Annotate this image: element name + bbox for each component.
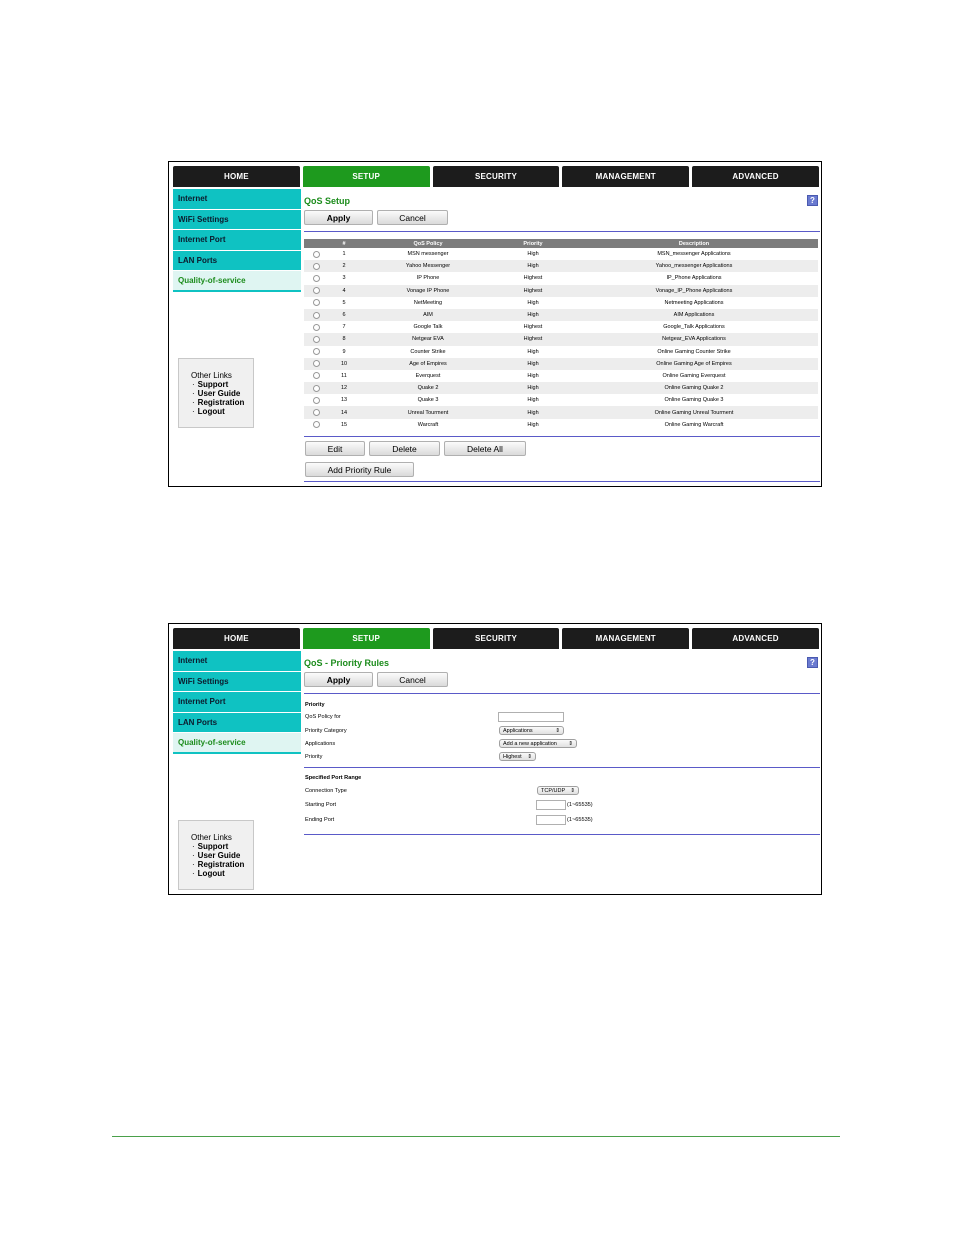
divider	[304, 767, 820, 768]
qos-policy-table	[304, 239, 818, 431]
row-number: 6	[328, 309, 360, 321]
page-title: QoS - Priority Rules	[304, 658, 390, 668]
delete-all-button[interactable]: Delete All	[444, 441, 526, 456]
row-number: 13	[340, 397, 348, 404]
priority-category-select[interactable]	[499, 726, 564, 735]
sidebar-item-internet[interactable]: Internet	[173, 189, 301, 210]
row-priority: Highest	[523, 275, 543, 282]
page-footer-rule	[112, 1136, 840, 1137]
table-row	[304, 248, 818, 260]
row-description: Online Gaming Age of Empires	[570, 358, 818, 370]
priority-label: Priority	[305, 754, 323, 760]
qos-policy-for-label: QoS Policy for	[305, 714, 341, 720]
row-policy: NetMeeting	[413, 299, 443, 306]
row-radio[interactable]	[313, 421, 320, 428]
row-policy: Netgear EVA	[360, 333, 496, 345]
row-radio[interactable]	[313, 409, 320, 416]
row-policy: Everquest	[415, 372, 441, 379]
row-radio[interactable]	[313, 263, 320, 270]
help-icon[interactable]: ?	[807, 195, 818, 206]
support-link[interactable]: · Support	[191, 842, 253, 851]
tab-setup[interactable]: SETUP	[303, 628, 430, 649]
table-row	[304, 370, 818, 382]
row-number: 9	[342, 348, 346, 355]
select-arrows-icon: ⇕	[527, 753, 532, 760]
row-description: Online Gaming Everquest	[662, 372, 726, 379]
apply-button[interactable]: Apply	[304, 210, 373, 225]
starting-port-label: Starting Port	[305, 802, 337, 808]
qos-priority-rules-screenshot	[168, 623, 822, 895]
divider	[304, 693, 820, 694]
table-row	[304, 272, 818, 284]
table-row	[304, 406, 818, 418]
row-radio[interactable]	[313, 324, 320, 331]
cancel-button[interactable]: Cancel	[377, 210, 448, 225]
priority-select[interactable]	[499, 752, 536, 761]
row-radio[interactable]	[313, 299, 320, 306]
qos-policy-column-header: QoS Policy	[360, 239, 496, 248]
sidebar	[173, 651, 301, 754]
tab-security[interactable]: SECURITY	[433, 628, 560, 649]
row-description: MSN_messenger Applications	[657, 251, 731, 258]
divider	[304, 834, 820, 835]
row-priority: High	[496, 382, 570, 394]
row-policy: Vonage IP Phone	[360, 285, 496, 297]
row-description: Online Gaming Warcraft	[664, 421, 724, 428]
row-radio[interactable]	[313, 360, 320, 367]
row-priority: Highest	[523, 324, 543, 331]
row-policy: Warcraft	[417, 421, 439, 428]
row-description: Google_Talk Applications	[663, 324, 725, 331]
page-title: QoS Setup	[304, 196, 351, 206]
row-description: Netgear_EVA Applications	[570, 333, 818, 345]
user-guide-link[interactable]: · User Guide	[191, 851, 253, 860]
port-range-heading: Specified Port Range	[305, 775, 362, 781]
table-row	[304, 321, 818, 333]
row-priority: Highest	[496, 285, 570, 297]
ending-port-label: Ending Port	[305, 817, 335, 823]
sidebar-item-quality-of-service[interactable]: Quality-of-service	[173, 733, 301, 754]
row-description: IP_Phone Applications	[666, 275, 722, 282]
row-number: 3	[342, 275, 346, 282]
connection-type-select[interactable]	[537, 786, 579, 795]
tab-management[interactable]: MANAGEMENT	[562, 166, 689, 187]
table-row	[304, 346, 818, 358]
row-policy: IP Phone	[416, 275, 440, 282]
tab-home[interactable]: HOME	[173, 166, 300, 187]
select-arrows-icon: ⇕	[568, 740, 573, 747]
qos-setup-screenshot	[168, 161, 822, 487]
row-number: 1	[342, 251, 346, 258]
row-policy: Yahoo Messenger	[360, 260, 496, 272]
row-radio[interactable]	[313, 397, 320, 404]
row-description: Online Gaming Quake 3	[664, 397, 724, 404]
other-links-box	[178, 358, 254, 428]
table-row	[304, 333, 818, 345]
row-policy: AIM	[360, 309, 496, 321]
row-priority: High	[496, 358, 570, 370]
description-column-header: Description	[570, 239, 818, 248]
select-arrows-icon: ⇕	[570, 787, 575, 794]
row-number: 4	[328, 285, 360, 297]
table-row	[304, 394, 818, 406]
logout-link[interactable]: · Logout	[191, 869, 253, 878]
row-radio[interactable]	[313, 312, 320, 319]
row-priority: High	[496, 260, 570, 272]
table-header-row	[304, 239, 818, 248]
sidebar-item-internet-port[interactable]: Internet Port	[173, 230, 301, 251]
tab-advanced[interactable]: ADVANCED	[692, 628, 819, 649]
row-priority: High	[527, 348, 539, 355]
edit-button[interactable]: Edit	[305, 441, 365, 456]
top-nav	[173, 166, 819, 187]
divider	[304, 481, 820, 482]
starting-port-input[interactable]	[536, 800, 566, 810]
sidebar-item-lan-ports[interactable]: LAN Ports	[173, 713, 301, 734]
help-icon[interactable]: ?	[807, 657, 818, 668]
tab-advanced[interactable]: ADVANCED	[692, 166, 819, 187]
row-number: 8	[328, 333, 360, 345]
row-policy: Unreal Tourment	[360, 406, 496, 418]
row-radio[interactable]	[313, 348, 320, 355]
sidebar	[173, 189, 301, 292]
add-priority-rule-button[interactable]: Add Priority Rule	[305, 462, 414, 477]
table-row	[304, 382, 818, 394]
row-policy: MSN messenger	[407, 251, 449, 258]
row-policy: Quake 2	[360, 382, 496, 394]
select-column-header	[304, 239, 328, 248]
row-priority: Highest	[496, 333, 570, 345]
priority-category-value: Applications	[503, 727, 533, 734]
row-number: 2	[328, 260, 360, 272]
row-priority: High	[527, 372, 539, 379]
priority-category-label: Priority Category	[305, 728, 347, 734]
other-links-title: Other Links	[191, 833, 232, 842]
apply-button[interactable]: Apply	[304, 672, 373, 687]
row-radio[interactable]	[313, 251, 320, 258]
priority-heading: Priority	[305, 702, 325, 708]
tab-setup[interactable]: SETUP	[303, 166, 430, 187]
row-number: 10	[328, 358, 360, 370]
sidebar-item-internet[interactable]: Internet	[173, 651, 301, 672]
connection-type-value: TCP/UDP	[541, 787, 566, 794]
tab-management[interactable]: MANAGEMENT	[562, 628, 689, 649]
table-row	[304, 309, 818, 321]
row-priority: High	[527, 421, 539, 428]
number-column-header: #	[328, 239, 360, 248]
row-number: 5	[342, 299, 346, 306]
table-row	[304, 297, 818, 309]
applications-value: Add a new application	[503, 740, 557, 747]
table-row	[304, 419, 818, 431]
row-description: Netmeeting Applications	[664, 299, 724, 306]
row-radio[interactable]	[313, 372, 320, 379]
select-arrows-icon: ⇕	[555, 727, 560, 734]
sidebar-item-quality-of-service[interactable]: Quality-of-service	[173, 271, 301, 292]
logout-link[interactable]: · Logout	[191, 407, 253, 416]
sidebar-item-lan-ports[interactable]: LAN Ports	[173, 251, 301, 272]
registration-link[interactable]: · Registration	[191, 398, 253, 407]
sidebar-item-wifi-settings[interactable]: WiFi Settings	[173, 672, 301, 693]
tab-security[interactable]: SECURITY	[433, 166, 560, 187]
ending-port-range-hint: (1~65535)	[567, 817, 593, 823]
support-link[interactable]: · Support	[191, 380, 253, 389]
row-radio[interactable]	[313, 287, 320, 294]
tab-home[interactable]: HOME	[173, 628, 300, 649]
other-links-box	[178, 820, 254, 890]
applications-select[interactable]	[499, 739, 577, 748]
row-number: 7	[342, 324, 346, 331]
connection-type-label: Connection Type	[305, 788, 347, 794]
other-links-title: Other Links	[191, 371, 232, 380]
divider	[304, 231, 820, 232]
row-description: Online Gaming Quake 2	[570, 382, 818, 394]
divider	[304, 436, 820, 437]
qos-policy-for-input[interactable]	[498, 712, 564, 722]
table-row	[304, 358, 818, 370]
row-priority: High	[496, 309, 570, 321]
table-row	[304, 260, 818, 272]
row-number: 15	[340, 421, 348, 428]
row-description: Yahoo_messenger Applications	[570, 260, 818, 272]
user-guide-link[interactable]: · User Guide	[191, 389, 253, 398]
cancel-button[interactable]: Cancel	[377, 672, 448, 687]
delete-button[interactable]: Delete	[369, 441, 440, 456]
row-number: 11	[341, 372, 347, 379]
priority-column-header: Priority	[496, 239, 570, 248]
row-description: Vonage_IP_Phone Applications	[570, 285, 818, 297]
priority-value: Highest	[503, 753, 522, 760]
top-nav	[173, 628, 819, 649]
row-number: 14	[328, 406, 360, 418]
row-priority: High	[527, 251, 539, 258]
row-description: AIM Applications	[570, 309, 818, 321]
row-policy: Age of Empires	[360, 358, 496, 370]
row-priority: High	[527, 299, 539, 306]
ending-port-input[interactable]	[536, 815, 566, 825]
row-policy: Counter Strike	[410, 348, 446, 355]
row-priority: High	[496, 406, 570, 418]
table-row	[304, 285, 818, 297]
row-policy: Google Talk	[413, 324, 443, 331]
row-radio[interactable]	[313, 385, 320, 392]
applications-label: Applications	[305, 741, 336, 747]
row-policy: Quake 3	[417, 397, 439, 404]
row-priority: High	[527, 397, 539, 404]
row-radio[interactable]	[313, 275, 320, 282]
row-number: 12	[328, 382, 360, 394]
starting-port-range-hint: (1~65535)	[567, 802, 593, 808]
sidebar-item-internet-port[interactable]: Internet Port	[173, 692, 301, 713]
row-radio[interactable]	[313, 336, 320, 343]
registration-link[interactable]: · Registration	[191, 860, 253, 869]
row-description: Online Gaming Counter Strike	[657, 348, 731, 355]
sidebar-item-wifi-settings[interactable]: WiFi Settings	[173, 210, 301, 231]
row-description: Online Gaming Unreal Tourment	[570, 406, 818, 418]
